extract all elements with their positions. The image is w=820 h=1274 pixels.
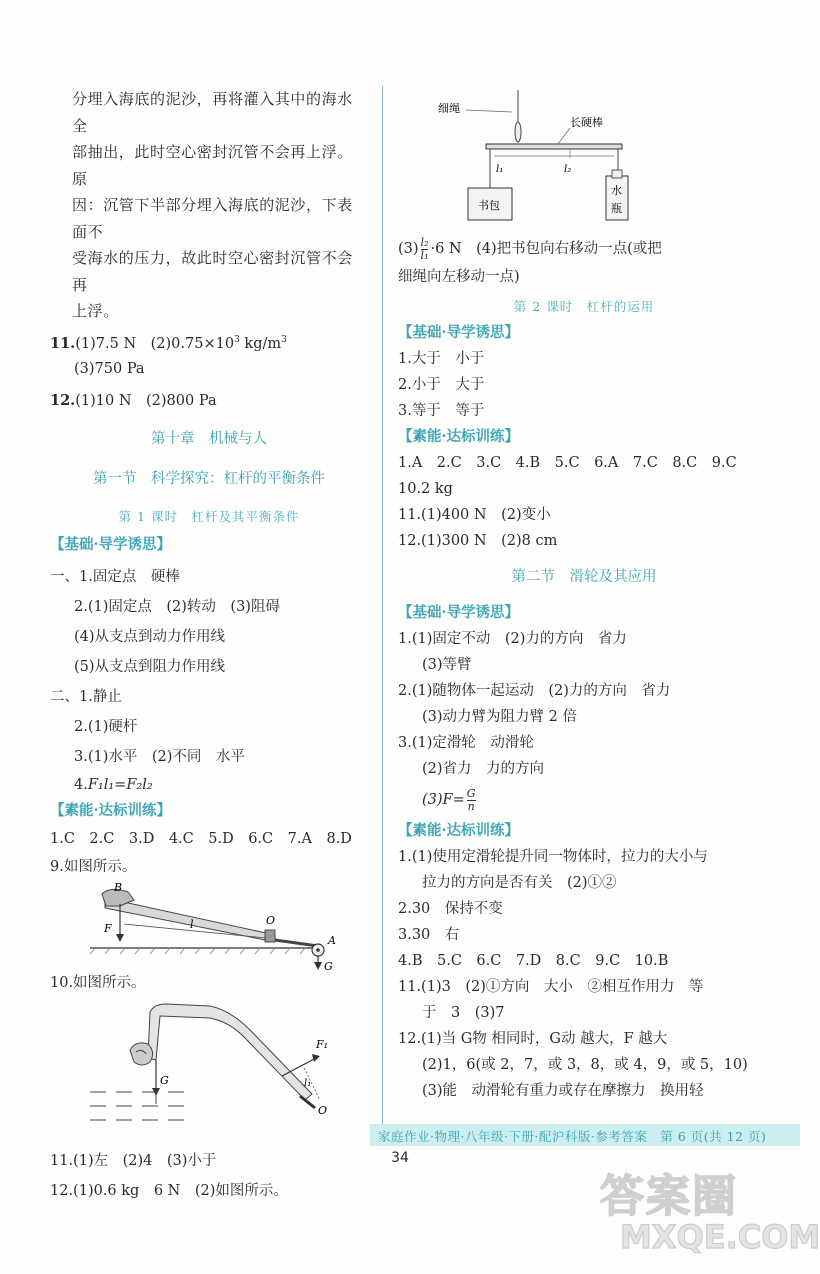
rod-diagram-svg (50, 996, 368, 1144)
label-O: O (318, 1104, 328, 1118)
label-bottle-2: 瓶 (611, 202, 622, 215)
answer-12: 12.(1)10 N (2)800 Pa (50, 392, 217, 410)
answer-line: (5)从支点到阻力作用线 (74, 659, 226, 676)
answer-line: 1.(1)固定不动 (2)力的方向 省力 (398, 631, 627, 647)
block-heading: 【基础·导学诱思】 (398, 324, 520, 341)
watermark-url: MXQE.COM (620, 1218, 820, 1256)
label-G: G (324, 960, 333, 974)
page-footer (370, 1124, 800, 1150)
label-stick: 长硬棒 (570, 116, 603, 129)
figure-balance-12 (398, 90, 770, 232)
section-title: 第二节 滑轮及其应用 (511, 569, 657, 585)
lesson-title: 第 1 课时 杠杆及其平衡条件 (118, 509, 300, 525)
section-title: 第一节 科学探究：杠杆的平衡条件 (93, 471, 325, 488)
answer-line: 拉力的方向是否有关 (2)①② (422, 875, 617, 891)
answer-line: 3.30 右 (398, 927, 460, 943)
answer-line: $(3) \frac{\text{l₂}}{\text{l₁}}$ ·6 N (4)把书包向右移动一点(或把 (398, 235, 662, 262)
footer-text: 家庭作业·物理·八年级·下册·配沪科版·参考答案 第 6 页(共 12 页) (378, 1129, 767, 1144)
block-heading: 【素能·达标训练】 (398, 822, 520, 839)
label-bottle-1: 水 (611, 184, 622, 197)
answer-11: 11.(1)7.5 N $(2)0.75\times 10^3$ $kg/m^3$ (50, 334, 287, 352)
answer-line: 2.(1)固定点 (2)转动 (3)阻碍 (74, 599, 280, 616)
answer-line: 2.(1)随物体一起运动 (2)力的方向 省力 (398, 683, 671, 699)
answer-line: 2.(1)硬杆 (74, 719, 138, 736)
label-F: F (104, 922, 112, 936)
para-line: 分埋入海底的泥沙，再将灌入其中的海水全 (72, 90, 353, 135)
answer-line: 11.(1)400 N (2)变小 (398, 507, 551, 523)
answer-line: 11.(1)3 (2)①方向 大小 ②相互作用力 等 (398, 979, 704, 995)
right-column (398, 0, 770, 1104)
answer-line: 11.(1)左 (2)4 (3)小于 (50, 1153, 217, 1170)
answer-line: (3)等臂 (422, 657, 472, 673)
fraction-l2-l1: $\frac{\text{l₂}}{\text{l₁}}$ (420, 235, 429, 262)
answer-line: 3.等于 等于 (398, 403, 485, 419)
label-bag: 书包 (478, 199, 500, 212)
figure-lever-9 (50, 880, 368, 972)
block-heading: 【素能·达标训练】 (50, 802, 172, 820)
answer-line: (3)动力臂为阻力臂 2 倍 (422, 709, 577, 725)
label-F1: F₁ (316, 1038, 329, 1052)
watermark-title: 答案圈 (600, 1171, 738, 1222)
answer-line: 12.(1)当 G物 相同时，G动 越大，F 越大 (398, 1031, 668, 1047)
answer-line: 2.30 保持不变 (398, 901, 503, 917)
answer-line: 12.(1)300 N (2)8 cm (398, 533, 558, 549)
answer-line: 1.(1)使用定滑轮提升同一物体时，拉力的大小与 (398, 849, 708, 865)
column-divider (382, 86, 383, 1131)
answer-line: 1.A 2.C 3.C 4.B 5.C 6.A 7.C 8.C 9.C (398, 455, 737, 471)
label-l1: l₁ (496, 164, 504, 175)
answer-line: 1.C 2.C 3.D 4.C 5.D 6.C 7.A 8.D (50, 831, 352, 848)
answer-line: 2.小于 大于 (398, 377, 485, 393)
lever-diagram-svg (50, 880, 368, 972)
answer-line: $(3)F= \frac{G}{n}$ (422, 786, 476, 813)
para-line: 受海水的压力，故此时空心密封沉管不会再 (72, 249, 353, 294)
para-line: 上浮。 (72, 302, 119, 320)
answer-line: 1.大于 小于 (398, 351, 485, 367)
answer-line: 4.F₁l₁=F₂l₂ (74, 777, 153, 794)
answer-line: 10.如图所示。 (50, 975, 146, 992)
answer-line: 一、1.固定点 硬棒 (50, 569, 180, 586)
page-number: 34 (391, 1150, 409, 1166)
answer-line: 二、1.静止 (50, 689, 122, 706)
answer-line: 4.B 5.C 6.C 7.D 8.C 9.C 10.B (398, 953, 669, 969)
chapter-title: 第十章 机械与人 (151, 431, 267, 448)
label-l2: l₂ (564, 164, 572, 175)
answer-line: (2)省力 力的方向 (422, 761, 545, 777)
block-heading: 【素能·达标训练】 (398, 428, 520, 445)
block-heading: 【基础·导学诱思】 (398, 604, 520, 621)
answer-line: (2)1，6(或 2，7，或 3，8，或 4，9，或 5，10) (422, 1057, 748, 1073)
watermark-logo (600, 1160, 820, 1270)
answer-line: 9.如图所示。 (50, 859, 137, 876)
fraction-G-n: $\frac{G}{n}$ (466, 786, 476, 813)
answer-paragraph (50, 86, 368, 325)
lesson-title: 第 2 课时 杠杆的运用 (513, 299, 655, 314)
answer-line: 12.(1)0.6 kg 6 N (2)如图所示。 (50, 1183, 288, 1200)
answer-line: 细绳向左移动一点) (398, 269, 520, 285)
figure-rod-10 (50, 996, 368, 1144)
label-A: A (328, 934, 336, 948)
answer-11-part3: (3)750 Pa (74, 361, 145, 378)
para-line: 因：沉管下半部分埋入海底的泥沙，下表面不 (72, 196, 353, 241)
label-O: O (266, 914, 276, 928)
label-rope: 细绳 (438, 102, 460, 115)
para-line: 部抽出，此时空心密封沉管不会再上浮。原 (72, 143, 353, 188)
left-column (50, 86, 368, 1204)
label-l: l (190, 918, 194, 932)
answer-line: (4)从支点到动力作用线 (74, 629, 226, 646)
answer-line: 10.2 kg (398, 481, 453, 497)
block-heading: 【基础·导学诱思】 (50, 536, 172, 554)
answer-line: 于 3 (3)7 (422, 1005, 505, 1021)
label-l1: l₁ (304, 1078, 312, 1090)
answer-line: 3.(1)水平 (2)不同 水平 (74, 749, 245, 766)
label-B: B (114, 881, 123, 895)
label-G: G (160, 1074, 169, 1088)
balance-diagram-svg (398, 90, 770, 232)
answer-line: (3)能 动滑轮有重力或存在摩擦力 换用轻 (422, 1083, 704, 1099)
answer-line: 3.(1)定滑轮 动滑轮 (398, 735, 534, 751)
